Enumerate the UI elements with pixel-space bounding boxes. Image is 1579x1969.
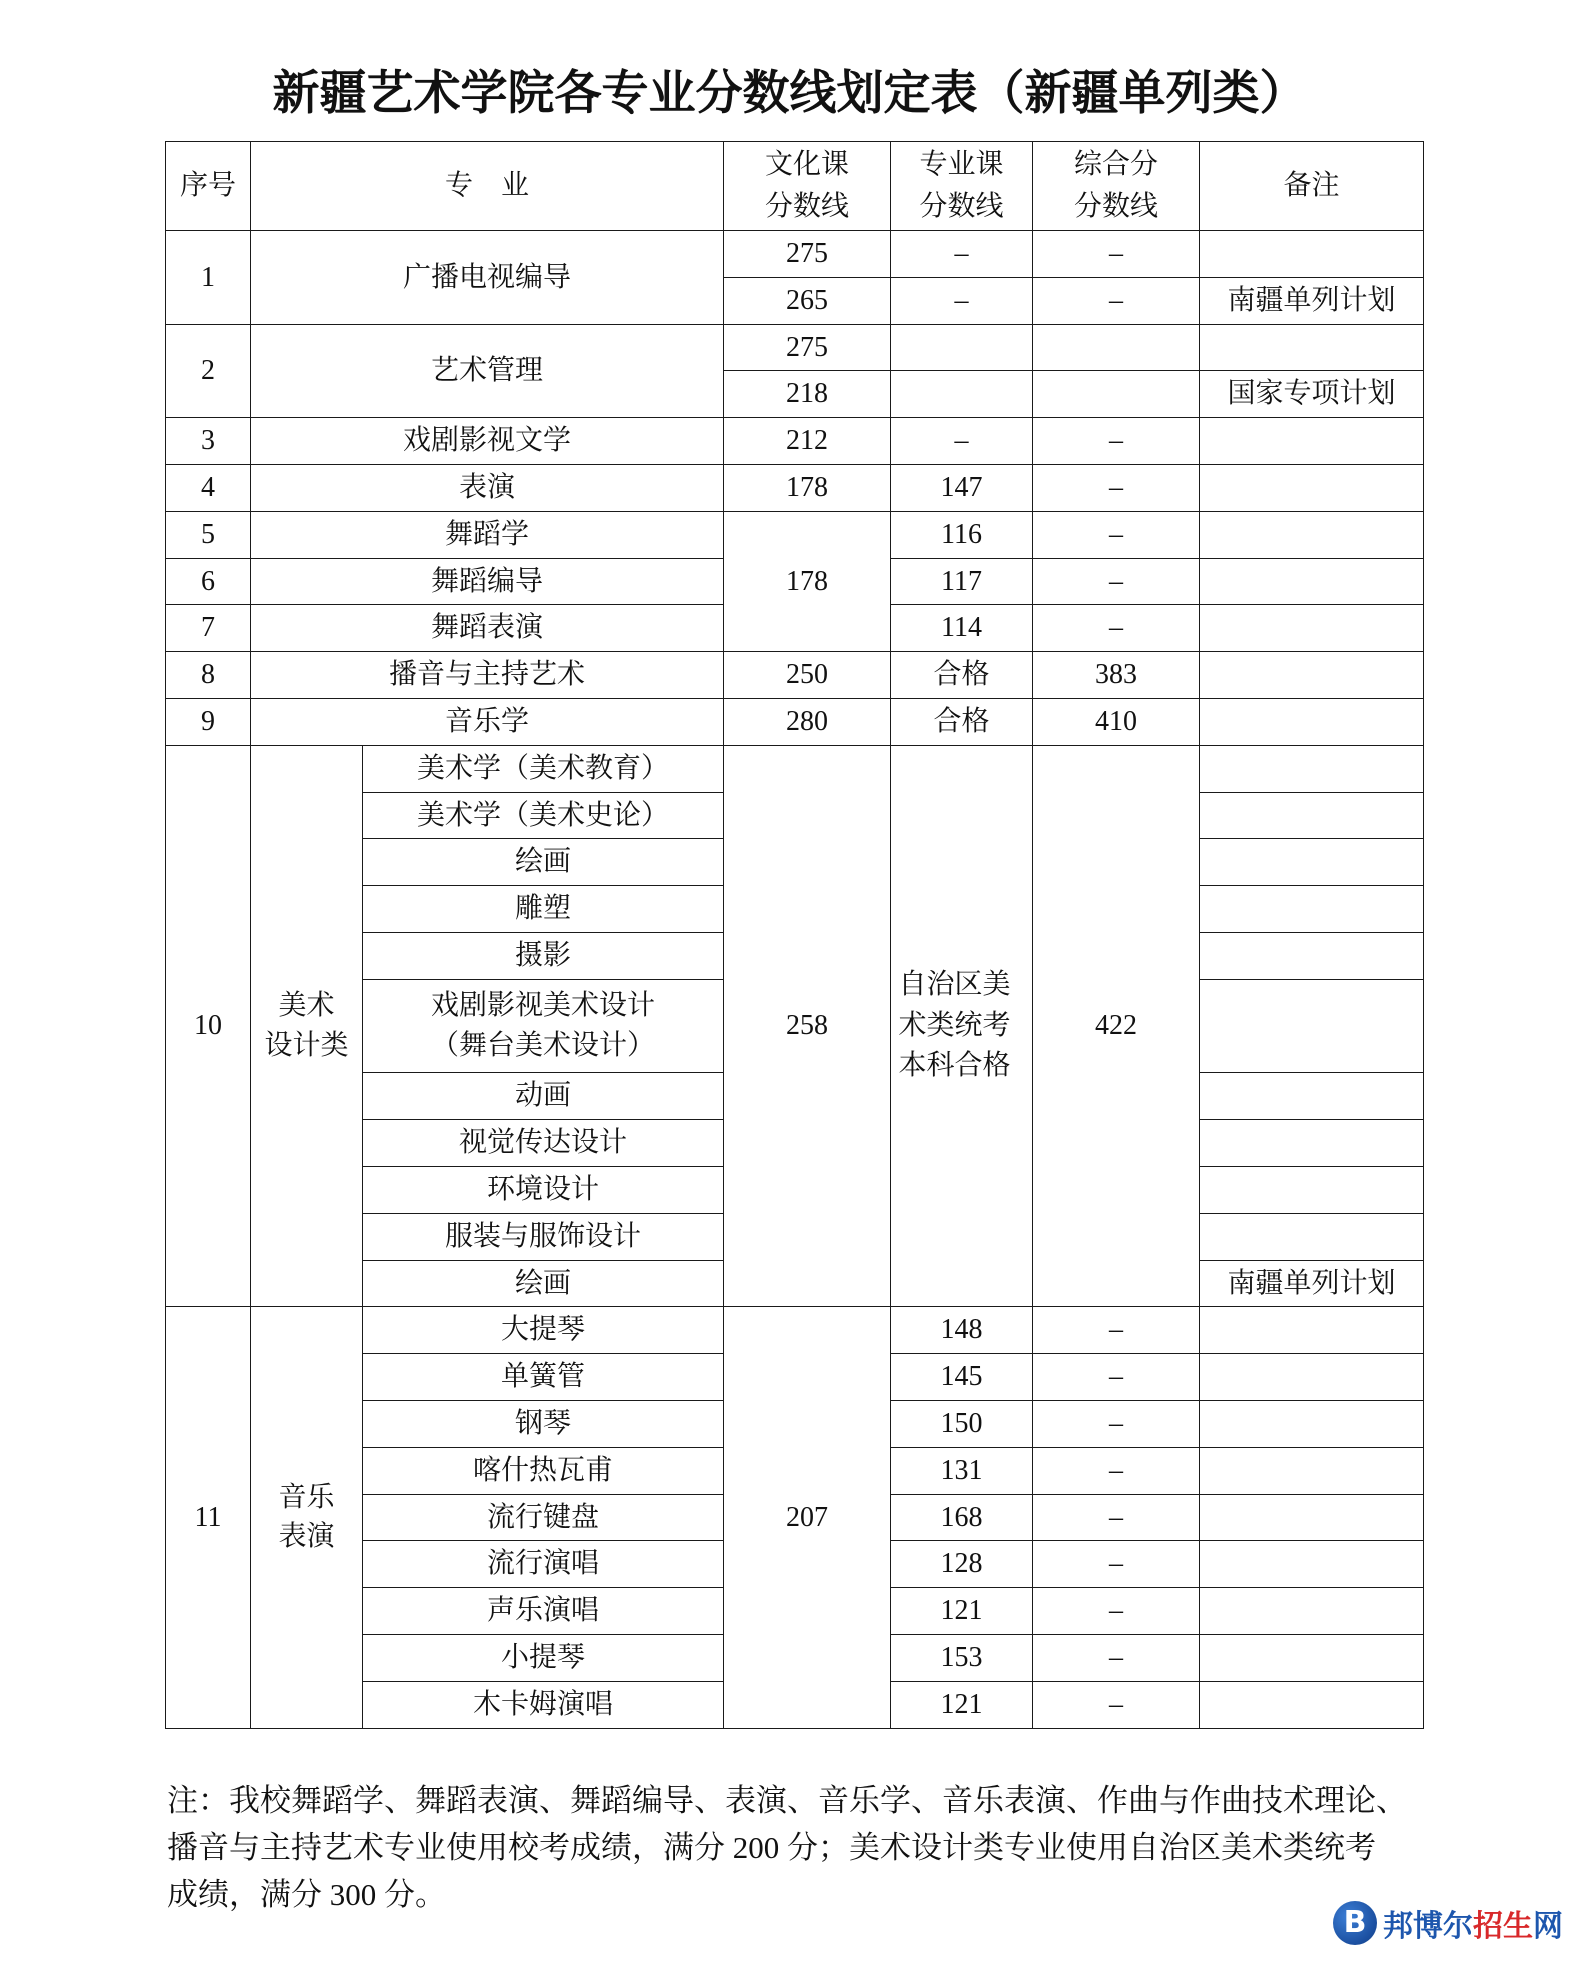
culture-score: 275 (724, 231, 891, 278)
major-name (363, 979, 724, 1073)
major-group-line2: 设计类 (264, 1030, 349, 1062)
professional-score: 145 (891, 1354, 1033, 1401)
major-name: 舞蹈学 (251, 511, 724, 558)
professional-score: – (891, 277, 1033, 324)
remark (1200, 1166, 1424, 1213)
row-index: 7 (166, 605, 251, 652)
remark (1200, 605, 1424, 652)
composite-score (1033, 371, 1200, 418)
remark (1200, 464, 1424, 511)
professional-score: 148 (891, 1307, 1033, 1354)
brand-name-part3: 网 (1533, 1909, 1563, 1944)
professional-score: 150 (891, 1400, 1033, 1447)
professional-score: 117 (891, 558, 1033, 605)
table-row (166, 231, 1424, 278)
professional-requirement: 自治区美术类统考本科合格 (898, 968, 1011, 1082)
row-index: 2 (166, 324, 251, 418)
composite-score: – (1033, 511, 1200, 558)
culture-score: 258 (724, 745, 891, 1307)
professional-score: 121 (891, 1681, 1033, 1728)
table-row (166, 745, 1424, 792)
header-culture-line2: 分数线 (765, 191, 850, 222)
remark (1200, 698, 1424, 745)
remark (1200, 1447, 1424, 1494)
major-group-line1: 音乐 (278, 1481, 335, 1513)
row-index: 1 (166, 231, 251, 325)
major-name: 艺术管理 (251, 324, 724, 418)
professional-score: 合格 (891, 652, 1033, 699)
culture-score: 207 (724, 1307, 891, 1728)
composite-score: – (1033, 231, 1200, 278)
table-row (166, 464, 1424, 511)
major-name: 单簧管 (363, 1354, 724, 1401)
remark: 南疆单列计划 (1200, 1260, 1424, 1307)
major-name: 大提琴 (363, 1307, 724, 1354)
composite-score: – (1033, 1307, 1200, 1354)
composite-score: – (1033, 1634, 1200, 1681)
header-composite-score (1033, 142, 1200, 231)
major-name: 广播电视编导 (251, 231, 724, 325)
major-name: 音乐学 (251, 698, 724, 745)
row-index: 3 (166, 418, 251, 465)
professional-score: 121 (891, 1588, 1033, 1635)
row-index: 6 (166, 558, 251, 605)
major-group (251, 1307, 363, 1728)
remark (1200, 1213, 1424, 1260)
professional-score: 128 (891, 1541, 1033, 1588)
remark: 南疆单列计划 (1200, 277, 1424, 324)
major-name-text (431, 986, 655, 1066)
major-name: 喀什热瓦甫 (363, 1447, 724, 1494)
culture-score: 265 (724, 277, 891, 324)
table-row (166, 1307, 1424, 1354)
header-culture-line1: 文化课 (765, 149, 850, 180)
header-professional-score (891, 142, 1033, 231)
remark (1200, 231, 1424, 278)
remark (1200, 979, 1424, 1073)
major-group-text (278, 1478, 334, 1558)
major-group-line2: 表演 (278, 1521, 335, 1553)
major-name: 声乐演唱 (363, 1588, 724, 1635)
major-name: 流行键盘 (363, 1494, 724, 1541)
table-row (166, 418, 1424, 465)
footnote-line: 成绩，满分 300 分。 (167, 1877, 446, 1912)
professional-score: 131 (891, 1447, 1033, 1494)
professional-score: 153 (891, 1634, 1033, 1681)
row-index: 11 (166, 1307, 251, 1728)
footnote-line: 注：我校舞蹈学、舞蹈表演、舞蹈编导、表演、音乐学、音乐表演、作曲与作曲技术理论、 (167, 1783, 1407, 1818)
composite-score (1033, 324, 1200, 371)
header-culture-score (724, 142, 891, 231)
major-name: 表演 (251, 464, 724, 511)
composite-score: – (1033, 558, 1200, 605)
culture-score: 178 (724, 464, 891, 511)
professional-score: 168 (891, 1494, 1033, 1541)
culture-score: 250 (724, 652, 891, 699)
composite-score: – (1033, 1400, 1200, 1447)
score-table (165, 141, 1424, 1729)
remark (1200, 1494, 1424, 1541)
remark (1200, 932, 1424, 979)
remark: 国家专项计划 (1200, 371, 1424, 418)
culture-score: 218 (724, 371, 891, 418)
professional-score (891, 324, 1033, 371)
header-professional-line1: 专业课 (919, 149, 1004, 180)
major-name: 木卡姆演唱 (363, 1681, 724, 1728)
header-professional-line2: 分数线 (919, 191, 1004, 222)
major-name: 钢琴 (363, 1400, 724, 1447)
header-index: 序号 (166, 142, 251, 231)
culture-score: 280 (724, 698, 891, 745)
major-name: 美术学（美术史论） (363, 792, 724, 839)
brand-name-part2: 招生 (1473, 1909, 1533, 1944)
table-row (166, 511, 1424, 558)
composite-score: – (1033, 1588, 1200, 1635)
remark (1200, 1354, 1424, 1401)
professional-score: – (891, 231, 1033, 278)
major-name: 舞蹈表演 (251, 605, 724, 652)
header-composite-line1: 综合分 (1074, 149, 1159, 180)
remark (1200, 839, 1424, 886)
composite-score: – (1033, 418, 1200, 465)
major-group-line1: 美术 (278, 990, 335, 1022)
culture-score: 212 (724, 418, 891, 465)
brand-name (1383, 1901, 1563, 1945)
remark (1200, 558, 1424, 605)
remark (1200, 1541, 1424, 1588)
major-name: 服装与服饰设计 (363, 1213, 724, 1260)
composite-score: 422 (1033, 745, 1200, 1307)
site-watermark (1333, 1898, 1563, 1948)
remark (1200, 418, 1424, 465)
major-name-line2: （舞台美术设计） (431, 1030, 656, 1062)
header-remark: 备注 (1200, 142, 1424, 231)
header-major: 专 业 (251, 142, 724, 231)
major-group (251, 745, 363, 1307)
professional-score: 147 (891, 464, 1033, 511)
major-name: 绘画 (363, 839, 724, 886)
culture-score: 178 (724, 511, 891, 651)
table-row (166, 652, 1424, 699)
professional-score (891, 371, 1033, 418)
major-name: 视觉传达设计 (363, 1120, 724, 1167)
major-name: 小提琴 (363, 1634, 724, 1681)
remark (1200, 511, 1424, 558)
table-header-row (166, 142, 1424, 231)
brand-name-part1: 邦博尔 (1383, 1909, 1473, 1944)
professional-score: – (891, 418, 1033, 465)
major-name: 戏剧影视文学 (251, 418, 724, 465)
table-row (166, 324, 1424, 371)
composite-score: – (1033, 1494, 1200, 1541)
major-name-line1: 戏剧影视美术设计 (431, 990, 656, 1022)
major-name: 舞蹈编导 (251, 558, 724, 605)
professional-score (891, 745, 1033, 1307)
remark (1200, 1588, 1424, 1635)
remark (1200, 1120, 1424, 1167)
table-row (166, 698, 1424, 745)
row-index: 10 (166, 745, 251, 1307)
remark (1200, 886, 1424, 933)
composite-score: 410 (1033, 698, 1200, 745)
row-index: 9 (166, 698, 251, 745)
composite-score: – (1033, 1541, 1200, 1588)
culture-score: 275 (724, 324, 891, 371)
remark (1200, 1073, 1424, 1120)
major-name: 美术学（美术教育） (363, 745, 724, 792)
header-composite-line2: 分数线 (1074, 191, 1159, 222)
remark (1200, 792, 1424, 839)
remark (1200, 324, 1424, 371)
remark (1200, 652, 1424, 699)
remark (1200, 1634, 1424, 1681)
major-name: 绘画 (363, 1260, 724, 1307)
row-index: 8 (166, 652, 251, 699)
composite-score: – (1033, 605, 1200, 652)
composite-score: – (1033, 1681, 1200, 1728)
remark (1200, 1307, 1424, 1354)
page-title: 新疆艺术学院各专业分数线划定表（新疆单列类） (272, 68, 1307, 120)
row-index: 4 (166, 464, 251, 511)
professional-score: 合格 (891, 698, 1033, 745)
major-name: 环境设计 (363, 1166, 724, 1213)
major-name: 动画 (363, 1073, 724, 1120)
major-group-text (264, 986, 348, 1066)
professional-score: 116 (891, 511, 1033, 558)
footnote (167, 1777, 1425, 1918)
composite-score: – (1033, 1447, 1200, 1494)
composite-score: – (1033, 464, 1200, 511)
composite-score: – (1033, 1354, 1200, 1401)
professional-score: 114 (891, 605, 1033, 652)
row-index: 5 (166, 511, 251, 558)
brand-logo-icon: B (1333, 1901, 1377, 1945)
major-name: 播音与主持艺术 (251, 652, 724, 699)
major-name: 摄影 (363, 932, 724, 979)
remark (1200, 1681, 1424, 1728)
remark (1200, 745, 1424, 792)
remark (1200, 1400, 1424, 1447)
footnote-line: 播音与主持艺术专业使用校考成绩，满分 200 分；美术设计类专业使用自治区美术类统考 (167, 1830, 1376, 1865)
major-name: 雕塑 (363, 886, 724, 933)
composite-score: – (1033, 277, 1200, 324)
major-name: 流行演唱 (363, 1541, 724, 1588)
composite-score: 383 (1033, 652, 1200, 699)
